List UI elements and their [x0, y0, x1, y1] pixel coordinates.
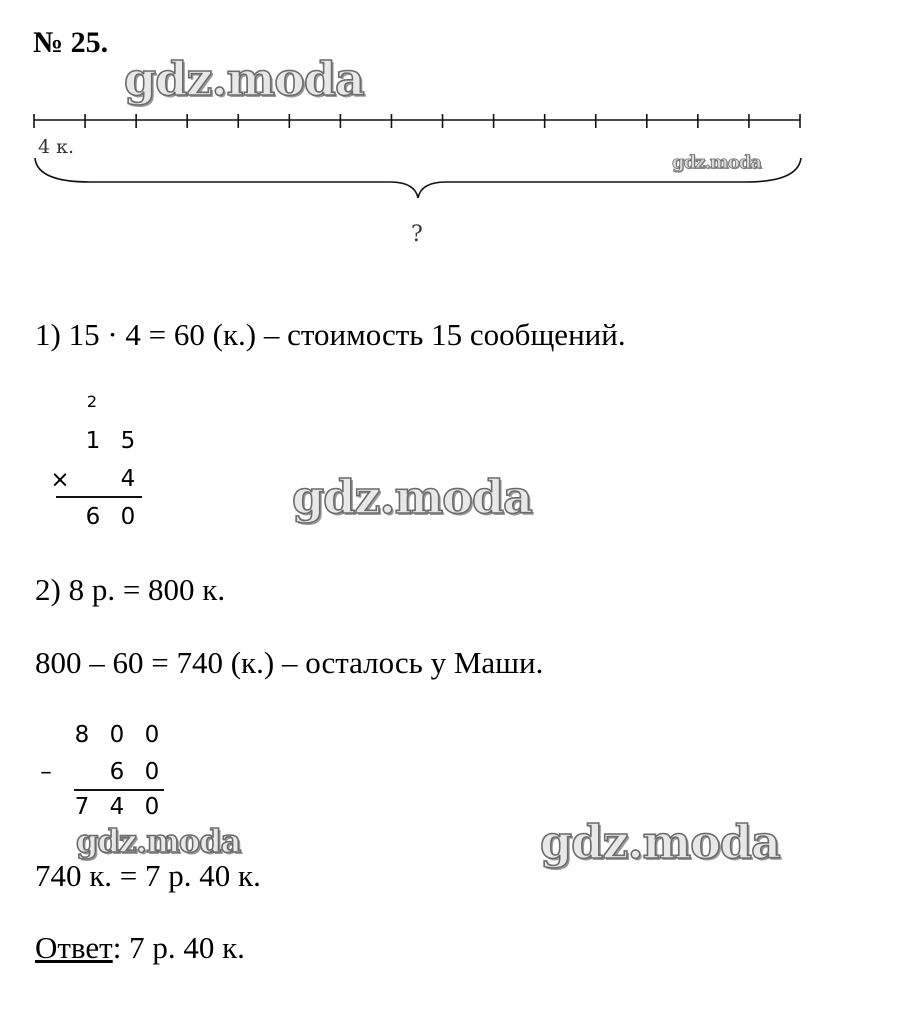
diagram-brace — [35, 158, 801, 198]
step-2-text: 2) 8 р. = 800 к. — [35, 572, 226, 607]
step-4-text: 740 к. = 7 р. 40 к. — [35, 858, 261, 893]
answer-label: Ответ — [35, 930, 113, 965]
segment-diagram — [0, 0, 919, 300]
watermark-bottom-right: gdz.moda — [540, 815, 780, 869]
answer-line — [35, 930, 245, 966]
diagram-ticks — [34, 114, 800, 128]
column-subtraction — [36, 722, 176, 832]
sub-operand1-digit: 0 — [109, 722, 125, 748]
step-1-text: 1) 15 · 4 = 60 (к.) – стоимость 15 сообщений. — [35, 317, 626, 352]
watermark-bottom-left: gdz.moda — [76, 822, 241, 860]
mult-operand1-digit: 5 — [120, 428, 136, 454]
sub-result-digit: 7 — [74, 794, 90, 820]
mult-operand1-digit: 1 — [85, 428, 101, 454]
watermark-top: gdz.moda — [124, 52, 364, 106]
sub-operand1-digit: 8 — [74, 722, 90, 748]
problem-number: № 25. — [33, 26, 109, 59]
sub-sign: – — [40, 759, 52, 785]
sub-operand1-digit: 0 — [144, 722, 160, 748]
step-3-text: 800 – 60 = 740 (к.) – осталось у Маши. — [35, 645, 544, 680]
mult-underline — [56, 496, 142, 498]
sub-operand2-digit: 0 — [144, 759, 160, 785]
watermark-diagram: gdz.moda — [672, 152, 761, 173]
mult-sign: × — [50, 467, 70, 493]
segment-label: 4 к. — [38, 136, 75, 158]
sub-result-digit: 0 — [144, 794, 160, 820]
watermark-middle: gdz.moda — [292, 470, 532, 524]
sub-operand2-digit: 6 — [109, 759, 125, 785]
carry-digit: 2 — [86, 392, 98, 411]
column-multiplication — [50, 390, 150, 540]
mult-result-digit: 6 — [85, 504, 101, 530]
mult-result-digit: 0 — [120, 504, 136, 530]
total-question-mark: ? — [411, 222, 423, 247]
sub-underline — [74, 789, 164, 791]
answer-value: : 7 р. 40 к. — [112, 930, 245, 965]
sub-result-digit: 4 — [109, 794, 125, 820]
mult-operand2-digit: 4 — [120, 466, 136, 492]
